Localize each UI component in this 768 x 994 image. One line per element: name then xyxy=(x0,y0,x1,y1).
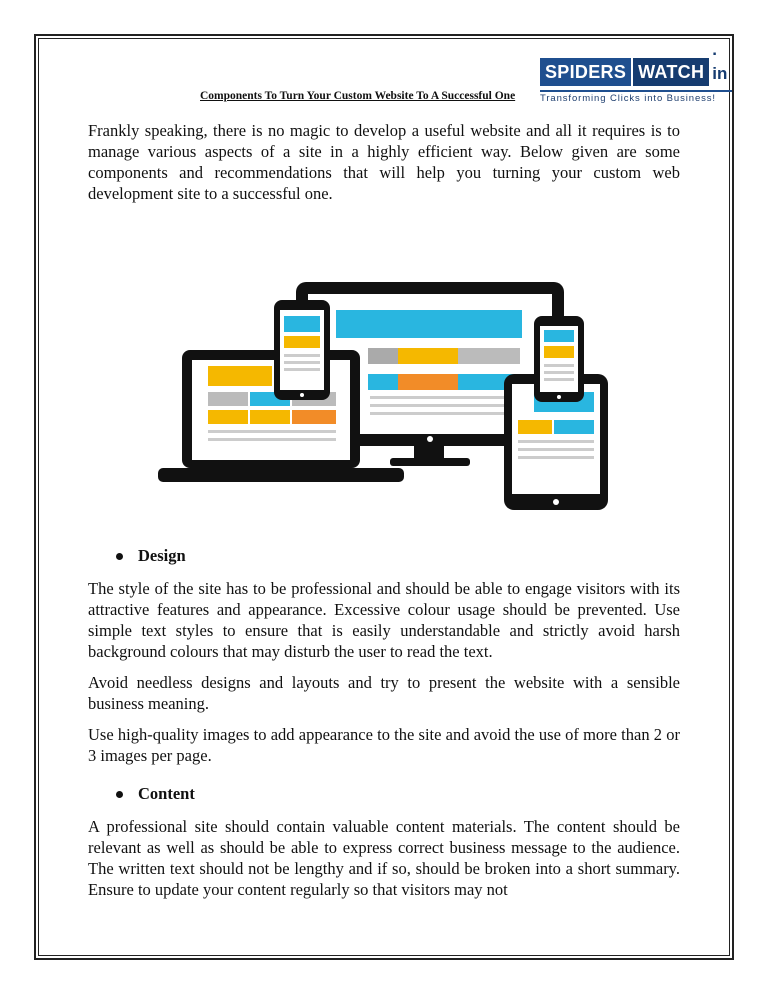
design-paragraph-1: The style of the site has to be professional and should be able to engage visitors with its attractive features and appearance. Excessive colour usage should be prevented. Use simple text styles to ensure that is easily understandable and strictly avoid harsh background colours that may disturb the user to read the text. xyxy=(88,579,680,661)
document-title: Components To Turn Your Custom Website To A Successful One xyxy=(200,90,516,102)
bullet-dot xyxy=(116,553,123,560)
design-paragraph-3: Use high-quality images to add appearance to the site and avoid the use of more than 2 or 3 images per page. xyxy=(88,725,680,765)
section-heading-content: Content xyxy=(138,784,195,803)
section-heading-design: Design xyxy=(138,546,186,565)
bullet-dot xyxy=(116,791,123,798)
content-paragraph-1: A professional site should contain valuable content materials. The content should be relevant as well as should be able to express correct business message to the audience. The written text should not be lengthy and if so, should be broken into a short summary. Ensure to update your content regularly so that visitors may not xyxy=(88,817,680,899)
responsive-devices-illustration xyxy=(158,218,610,540)
phone-right-graphic xyxy=(534,316,584,402)
intro-paragraph: Frankly speaking, there is no magic to develop a useful website and all it requires is to manage various aspects of a site in a highly efficient way. Below given are some components and recommendations that will help you turning your custom web development site to a successful one. xyxy=(88,121,680,203)
logo-suffix: . in xyxy=(712,40,728,83)
logo-tagline: Transforming Clicks into Business! xyxy=(540,90,732,104)
company-logo xyxy=(540,38,732,104)
bullet-content xyxy=(112,784,195,804)
intro-block xyxy=(88,120,680,204)
phone-left-graphic xyxy=(274,300,330,400)
section-content xyxy=(88,816,680,910)
logo-word-spiders: SPIDERS xyxy=(540,58,631,86)
bullet-design xyxy=(112,546,186,566)
section-design xyxy=(88,578,680,776)
logo-word-watch: WATCH xyxy=(631,58,709,86)
design-paragraph-2: Avoid needless designs and layouts and try to present the website with a sensible business meaning. xyxy=(88,673,680,713)
